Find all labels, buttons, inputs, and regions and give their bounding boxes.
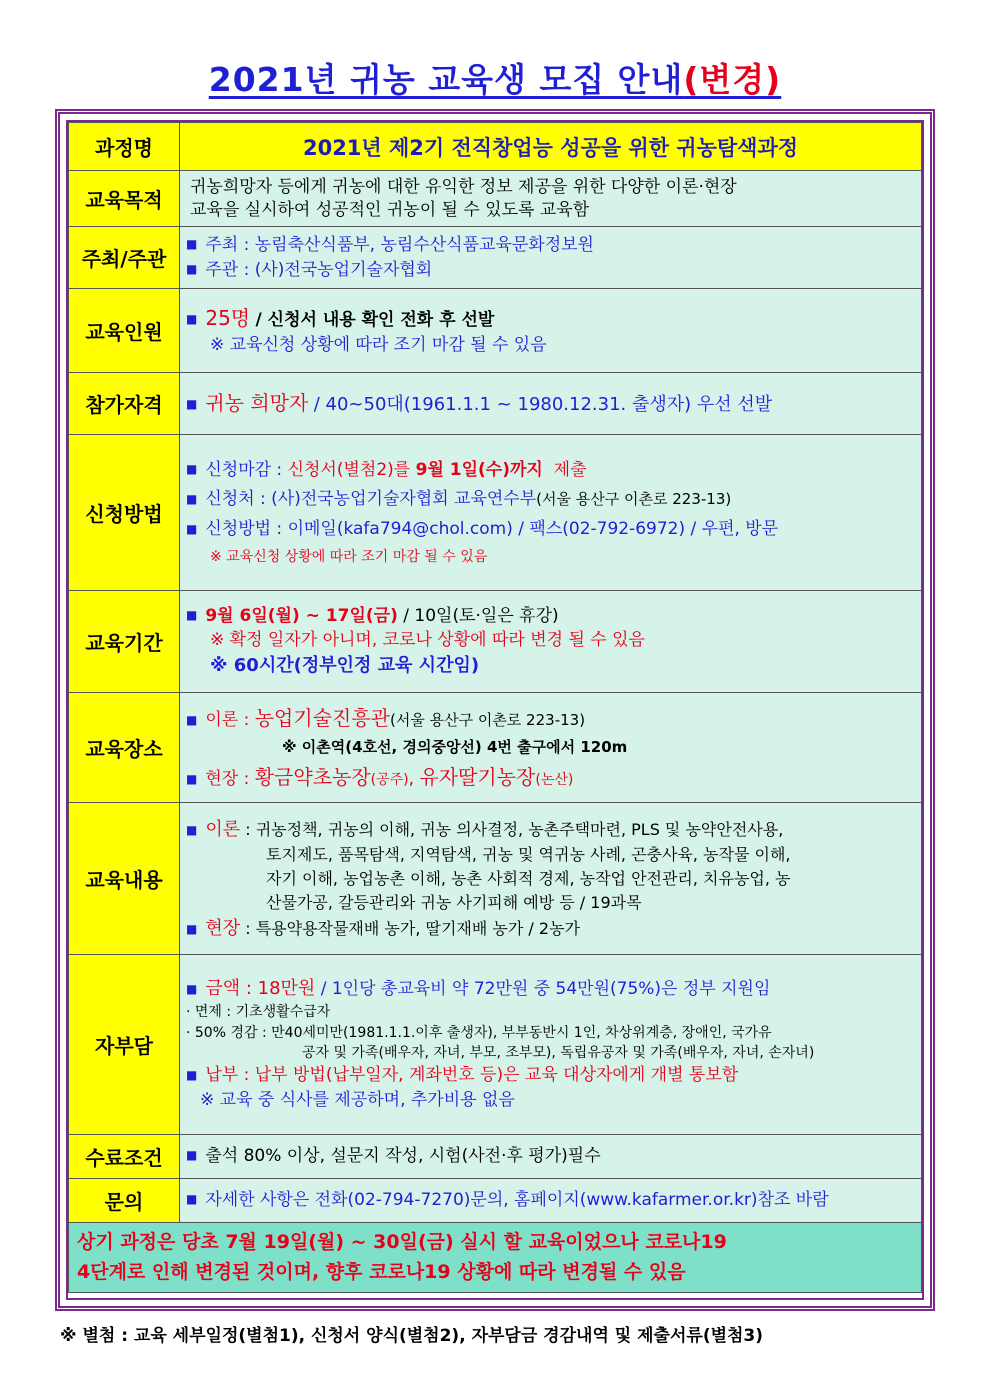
- contact-value: 자세한 사항은 전화(02-794-7270)문의, 홈페이지(www.kafarmer.or.kr)참조 바람: [205, 1190, 829, 1211]
- period-note1: ※ 확정 일자가 아니며, 코로나 상황에 따라 변경 될 수 있음: [210, 630, 645, 651]
- content-theory-line4: 산물가공, 갈등관리와 귀농 사기피해 예방 등 / 19과목: [266, 892, 642, 912]
- bullet-icon: ■: [186, 521, 198, 536]
- bullet-icon: ■: [186, 261, 198, 276]
- bullet-icon: ■: [186, 922, 198, 936]
- content-theory-line3: 자기 이해, 농업농촌 이해, 농촌 사회적 경제, 농작업 안전관리, 치유농업, 농: [266, 868, 791, 888]
- title-main: 2021년 귀농 교육생 모집 안내: [208, 60, 684, 99]
- content-field-value: : 특용약용작물재배 농가, 딸기재배 농가 / 2농가: [245, 918, 580, 938]
- row-period: [69, 591, 922, 693]
- field1-name: 황금약초농장: [254, 765, 371, 790]
- label-apply: 신청방법: [69, 435, 180, 591]
- label-contact: 문의: [69, 1179, 180, 1223]
- bullet-icon: ■: [186, 397, 198, 412]
- station-note: ※ 이촌역(4호선, 경의중앙선) 4번 출구에서 120m: [282, 737, 628, 756]
- bullet-icon: ■: [186, 823, 198, 837]
- label-place: 교육장소: [69, 693, 180, 803]
- deadline-date: 9월 1일(수)까지: [415, 459, 543, 480]
- row-contact: [69, 1179, 922, 1223]
- apply-note: ※ 교육신청 상황에 따라 조기 마감 될 수 있음: [210, 548, 488, 565]
- label-capacity: 교육인원: [69, 289, 180, 373]
- purpose-line1: 귀농희망자 등에게 귀농에 대한 유익한 정보 제공을 위한 다양한 이론·현장: [190, 177, 737, 198]
- capacity-rest: / 신청서 내용 확인 전화 후 선발: [255, 309, 495, 330]
- bullet-icon: ■: [186, 491, 198, 506]
- apply-place: 신청처 : (사)전국농업기술자협회 교육연수부: [205, 489, 537, 510]
- field1-loc: (공주): [370, 772, 409, 789]
- eligibility-rest: / 40~50대(1961.1.1 ~ 1980.12.31. 출생자) 우선 선발: [313, 393, 773, 415]
- row-completion: [69, 1135, 922, 1179]
- bullet-icon: ■: [186, 1148, 198, 1163]
- label-host: 주최/주관: [69, 227, 180, 289]
- eligibility-who: 귀농 희망자: [205, 390, 309, 415]
- fee-amount-rest: / 1인당 총교육비 약 72만원 중 54만원(75%)은 정부 지원임: [320, 979, 771, 1000]
- completion-value: 출석 80% 이상, 설문지 작성, 시험(사전·후 평가)필수: [205, 1146, 601, 1167]
- field2-loc: (논산): [535, 772, 574, 789]
- info-table: [68, 122, 922, 1293]
- theory-place: 농업기술진흥관: [254, 705, 390, 730]
- title-changed: (변경): [683, 60, 782, 99]
- row-fee: [69, 955, 922, 1135]
- label-fee: 자부담: [69, 955, 180, 1135]
- bullet-icon: ■: [186, 608, 198, 623]
- host-value: 주최 : 농림축산식품부, 농림수산식품교육문화정보원: [205, 234, 594, 255]
- bullet-icon: ■: [186, 712, 198, 727]
- label-course: 과정명: [69, 123, 180, 171]
- label-content: 교육내용: [69, 803, 180, 955]
- label-purpose: 교육목적: [69, 171, 180, 227]
- purpose-line2: 교육을 실시하여 성공적인 귀농이 될 수 있도록 교육함: [190, 199, 590, 220]
- fee-reduce2: 공자 및 가족(배우자, 자녀, 부모, 조부모), 독립유공자 및 가족(배우자, 자녀, 손자녀): [302, 1045, 815, 1062]
- apply-method: 신청방법 : 이메일(kafa794@chol.com) / 팩스(02-792-6972) / 우편, 방문: [205, 519, 779, 540]
- capacity-note: ※ 교육신청 상황에 따라 조기 마감 될 수 있음: [210, 334, 547, 355]
- notice-line1: 상기 과정은 당초 7월 19일(월) ~ 30일(금) 실시 할 교육이었으나 코로나19: [77, 1231, 727, 1254]
- label-period: 교육기간: [69, 591, 180, 693]
- theory-addr: (서울 용산구 이촌로 223-13): [389, 710, 586, 729]
- apply-place-addr: (서울 용산구 이촌로 223-13): [536, 490, 732, 509]
- content-theory-line1: : 귀농정책, 귀농의 이해, 귀농 의사결정, 농촌주택마련, PLS 및 농약안전사용,: [245, 819, 784, 839]
- row-host: [69, 227, 922, 289]
- period-dates: 9월 6일(월) ~ 17일(금): [205, 605, 398, 626]
- row-content: [69, 803, 922, 955]
- fee-exempt: · 면제 : 기초생활수급자: [186, 1004, 331, 1021]
- fee-meal: ※ 교육 중 식사를 제공하며, 추가비용 없음: [200, 1089, 515, 1110]
- theory-label: 이론 :: [205, 709, 250, 730]
- bullet-icon: ■: [186, 981, 198, 996]
- field2-name: 유자딸기농장: [419, 765, 536, 790]
- row-eligibility: [69, 373, 922, 435]
- content-theory-line2: 토지제도, 품목탐색, 지역탐색, 귀농 및 역귀농 사례, 곤충사육, 농작물 이해,: [266, 844, 791, 864]
- bullet-icon: ■: [186, 1067, 198, 1082]
- bullet-icon: ■: [186, 1192, 198, 1207]
- period-days: / 10일(토·일은 휴강): [403, 605, 559, 626]
- bullet-icon: ■: [186, 462, 198, 477]
- deadline-doc: 신청서(별첨2)를: [287, 459, 411, 480]
- label-completion: 수료조건: [69, 1135, 180, 1179]
- content-field-label: 현장: [205, 917, 241, 939]
- page-title: [0, 54, 990, 101]
- period-note2: ※ 60시간(정부인정 교육 시간임): [210, 655, 480, 677]
- content-theory-label: 이론: [205, 818, 241, 840]
- row-place: [69, 693, 922, 803]
- row-capacity: [69, 289, 922, 373]
- bullet-icon: ■: [186, 237, 198, 252]
- notice-line2: 4단계로 인해 변경된 것이며, 향후 코로나19 상황에 따라 변경될 수 있음: [77, 1260, 686, 1283]
- deadline-submit: 제출: [553, 459, 587, 480]
- bullet-icon: ■: [186, 311, 198, 326]
- fee-payment: 납부 : 납부 방법(납부일자, 계좌번호 등)은 교육 대상자에게 개별 통보함: [205, 1065, 739, 1086]
- field-sep: ,: [408, 769, 415, 790]
- capacity-count: 25명: [205, 305, 251, 330]
- organizer-value: 주관 : (사)전국농업기술자협회: [205, 259, 433, 280]
- row-purpose: [69, 171, 922, 227]
- row-apply: [69, 435, 922, 591]
- row-notice: [69, 1223, 922, 1293]
- label-eligibility: 참가자격: [69, 373, 180, 435]
- bullet-icon: ■: [186, 772, 198, 787]
- row-course: [69, 123, 922, 171]
- field-label: 현장 :: [205, 769, 250, 790]
- course-name: 2021년 제2기 전직창업능 성공을 위한 귀농탐색과정: [180, 123, 922, 171]
- deadline-label: 신청마감 :: [205, 459, 283, 480]
- attachments-note: ※ 별첨 : 교육 세부일정(별첨1), 신청서 양식(별첨2), 자부담금 경감내역 및 제출서류(별첨3): [60, 1326, 764, 1346]
- fee-reduce1: · 50% 경감 : 만40세미만(1981.1.1.이후 출생자), 부부동반시 1인, 차상위계층, 장애인, 국가유: [186, 1024, 772, 1041]
- fee-amount: 금액 : 18만원: [205, 978, 316, 1000]
- info-frame: [55, 109, 935, 1311]
